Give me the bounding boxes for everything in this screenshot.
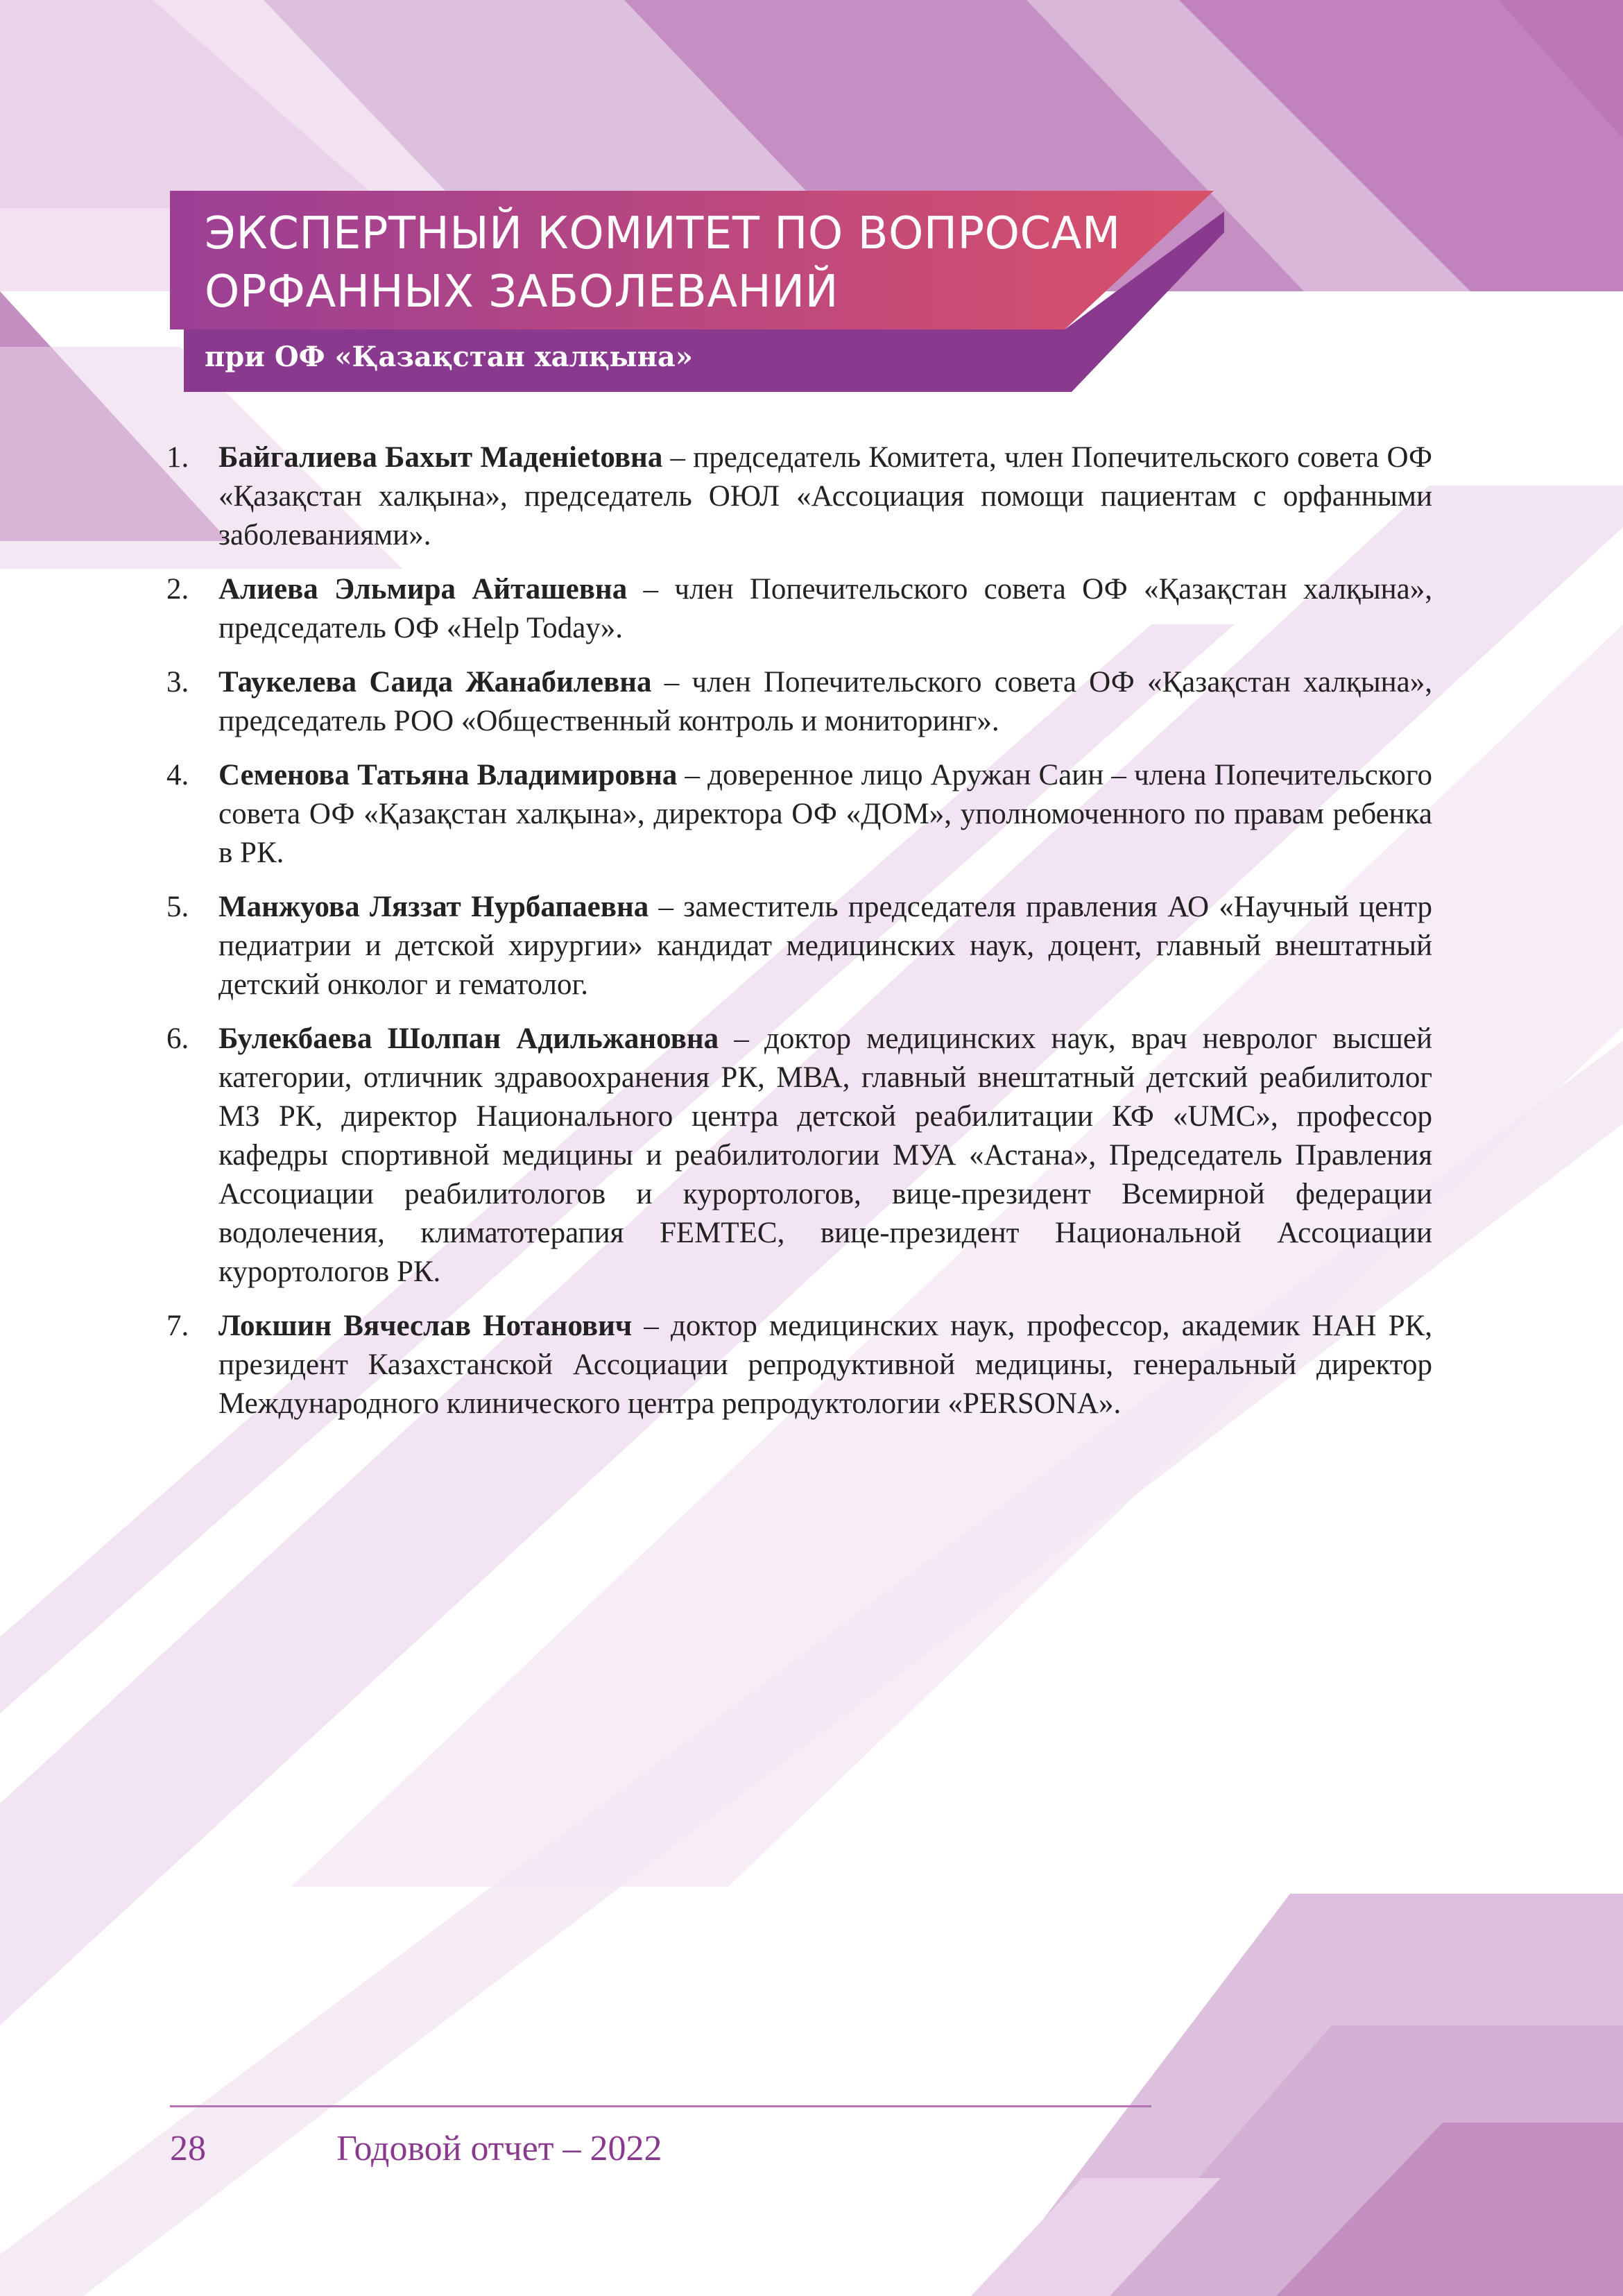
title-banner: [170, 191, 1224, 420]
list-item-number: 3.: [166, 666, 189, 699]
member-description: – заместитель председателя правления АО «Научный центр педиатрии и детской хирургии» кандидат медицинских наук, доцент, главный внештатный детский онколог и гематолог.: [218, 891, 1433, 1001]
list-item-number: 7.: [166, 1310, 189, 1342]
member-name: Булекбаева Шолпан Адильжановна: [218, 1022, 719, 1055]
page-number: 28: [170, 2129, 206, 2168]
list-item-number: 5.: [166, 891, 189, 923]
member-name: Алиева Эльмира Айташевна: [218, 573, 628, 606]
list-item: [166, 756, 1432, 873]
page-title: [205, 205, 1121, 321]
member-description: – член Попечительского совета ОФ «Қазақстан халқына», председатель ОФ «Help Today».: [218, 573, 1433, 644]
member-description: – доктор медицинских наук, профессор, академик НАН РК, президент Казахстанской Ассоциации репродуктивной медицины, генеральный директор Международного клинического центра репродуктологии «PERSONA».: [218, 1310, 1432, 1420]
list-item-text: [218, 570, 1432, 648]
member-name: Таукелева Саида Жанабилевна: [218, 666, 652, 699]
report-label: Годовой отчет – 2022: [336, 2129, 662, 2168]
list-item-text: [218, 756, 1432, 873]
footer-divider: [170, 2105, 1151, 2107]
member-description: – доверенное лицо Аружан Саин – члена Попечительского совета ОФ «Қазақстан халқына», директора ОФ «ДОМ», уполномоченного по правам ребенка в РК.: [218, 759, 1432, 869]
list-item-text: [218, 888, 1432, 1004]
page-subtitle: при ОФ «Қазақстан халқына»: [205, 341, 693, 373]
member-name: Семенова Татьяна Владимировна: [218, 759, 678, 791]
list-item-text: [218, 1020, 1432, 1292]
page-title-line: ОРФАННЫХ ЗАБОЛЕВАНИЙ: [205, 266, 839, 318]
list-item-text: [218, 663, 1432, 741]
list-item: [166, 570, 1432, 648]
list-item: [166, 438, 1432, 555]
list-item: [166, 663, 1432, 741]
list-item-number: 1.: [166, 441, 189, 474]
member-description: – член Попечительского совета ОФ «Қазақстан халқына», председатель РОО «Общественный контроль и мониторинг».: [218, 666, 1432, 737]
member-name: Локшин Вячеслав Нотанович: [218, 1310, 633, 1342]
list-item-text: [218, 438, 1432, 555]
member-name: Манжуова Ляззат Нурбапаевна: [218, 891, 649, 923]
page-title-line: ЭКСПЕРТНЫЙ КОМИТЕТ ПО ВОПРОСАМ: [205, 208, 1121, 259]
list-item-number: 2.: [166, 573, 189, 606]
list-item: [166, 1020, 1432, 1292]
member-list: [166, 438, 1432, 1439]
list-item-text: [218, 1307, 1432, 1423]
list-item: [166, 1307, 1432, 1423]
list-item-number: 6.: [166, 1022, 189, 1055]
member-description: – доктор медицинских наук, врач невролог высшей категории, отличник здравоохранения РК, МВА, главный внештатный детский реабилитолог МЗ РК, директор Национального центра детской реабилитации КФ «UMC», профессор кафедры спортивной медицины и реабилитологии МУА «Астана», Председатель Правления Ассоциации реабилитологов и курортологов, вице-президент Всемирной федерации водолечения, климатотерапия FEMTEC, вице-президент Национальной Ассоциации курортологов РК.: [218, 1022, 1432, 1288]
member-description: – председатель Комитета, член Попечительского совета ОФ «Қазақстан халқына», председатель ОЮЛ «Ассоциация помощи пациентам с орфанными заболеваниями».: [218, 441, 1432, 551]
member-name: Байгалиева Бахыт Маденietовна: [218, 441, 663, 474]
list-item-number: 4.: [166, 759, 189, 791]
list-item: [166, 888, 1432, 1004]
